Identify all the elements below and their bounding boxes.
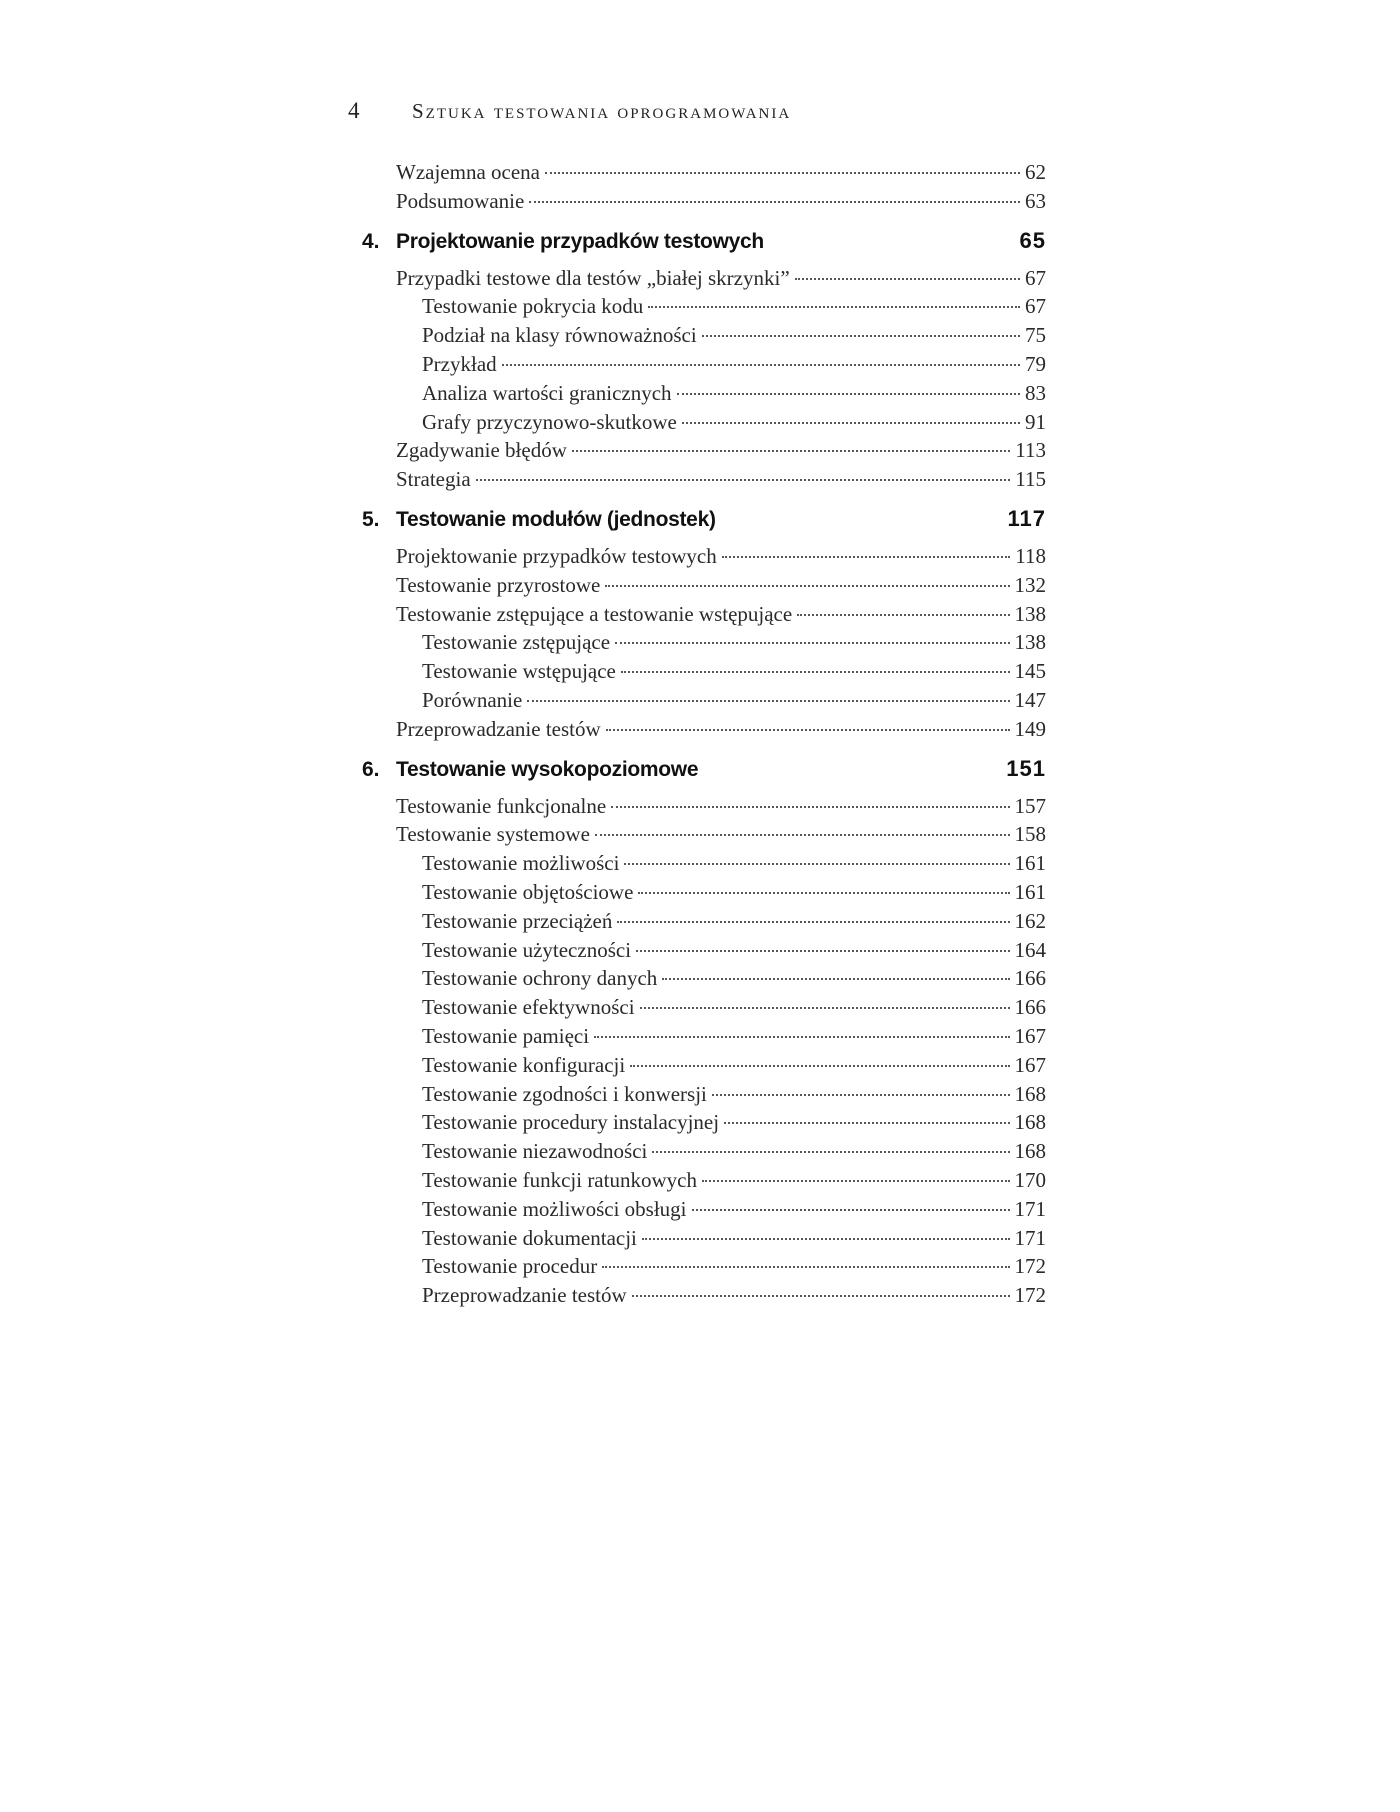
dot-leader xyxy=(545,172,1020,174)
table-of-contents xyxy=(362,160,1046,1312)
dot-leader xyxy=(712,1094,1010,1096)
entry-title: Testowanie objętościowe xyxy=(422,879,634,904)
toc-subsection-entry[interactable] xyxy=(362,1082,1046,1111)
entry-page-number: 171 xyxy=(1014,1225,1046,1250)
entry-title: Projektowanie przypadków testowych xyxy=(396,543,717,568)
page-number: 4 xyxy=(348,98,360,123)
toc-section-entry[interactable] xyxy=(362,467,1046,496)
toc-subsection-entry[interactable] xyxy=(362,381,1046,410)
entry-page-number: 75 xyxy=(1025,323,1046,348)
toc-subsection-entry[interactable] xyxy=(362,938,1046,967)
dot-leader xyxy=(632,1295,1010,1297)
dot-leader xyxy=(636,950,1009,952)
running-title: Sztuka testowania oprogramowania xyxy=(412,99,792,123)
entry-page-number: 113 xyxy=(1015,438,1046,463)
entry-page-number: 157 xyxy=(1014,793,1046,818)
toc-subsection-entry[interactable] xyxy=(362,1226,1046,1255)
dot-leader xyxy=(795,278,1020,280)
toc-subsection-entry[interactable] xyxy=(362,966,1046,995)
chapter-title: Projektowanie przypadków testowych xyxy=(396,229,764,253)
dot-leader xyxy=(615,642,1009,644)
dot-leader xyxy=(502,364,1020,366)
toc-subsection-entry[interactable] xyxy=(362,1283,1046,1312)
entry-page-number: 138 xyxy=(1014,601,1046,626)
dot-leader xyxy=(797,614,1009,616)
entry-title: Testowanie systemowe xyxy=(396,822,590,847)
toc-section-entry[interactable] xyxy=(362,266,1046,295)
toc-subsection-entry[interactable] xyxy=(362,1024,1046,1053)
entry-title: Testowanie efektywności xyxy=(422,995,635,1020)
dot-leader xyxy=(621,671,1010,673)
entry-page-number: 79 xyxy=(1025,351,1046,376)
entry-title: Testowanie przyrostowe xyxy=(396,572,601,597)
toc-subsection-entry[interactable] xyxy=(362,1110,1046,1139)
toc-subsection-entry[interactable] xyxy=(362,880,1046,909)
dot-leader xyxy=(682,422,1020,424)
entry-page-number: 62 xyxy=(1025,160,1046,184)
toc-section-entry[interactable] xyxy=(362,822,1046,851)
dot-leader xyxy=(602,1266,1009,1268)
toc-subsection-entry[interactable] xyxy=(362,1254,1046,1283)
entry-title: Przypadki testowe dla testów „białej skrzynki” xyxy=(396,265,790,290)
toc-subsection-entry[interactable] xyxy=(362,352,1046,381)
dot-leader xyxy=(630,1065,1009,1067)
entry-title: Testowanie pokrycia kodu xyxy=(422,294,644,319)
entry-title: Testowanie zstępujące xyxy=(422,630,611,655)
chapter-heading[interactable] xyxy=(362,752,1046,794)
chapter-page-number: 65 xyxy=(1019,227,1046,253)
entry-title: Grafy przyczynowo-skutkowe xyxy=(422,409,677,434)
chapter-page-number: 151 xyxy=(1006,755,1046,781)
toc-section-entry[interactable] xyxy=(362,189,1046,218)
entry-title: Strategia xyxy=(396,467,471,492)
toc-subsection-entry[interactable] xyxy=(362,851,1046,880)
dot-leader xyxy=(722,556,1011,558)
entry-title: Testowanie zstępujące a testowanie wstępujące xyxy=(396,601,793,626)
entry-page-number: 161 xyxy=(1014,851,1046,876)
entry-title: Testowanie niezawodności xyxy=(422,1139,648,1164)
chapter-title: Testowanie wysokopoziomowe xyxy=(396,757,699,781)
dot-leader xyxy=(702,1180,1010,1182)
toc-section-entry[interactable] xyxy=(362,438,1046,467)
chapter-number: 4. xyxy=(362,229,380,253)
entry-page-number: 172 xyxy=(1014,1254,1046,1279)
dot-leader xyxy=(638,892,1009,894)
toc-subsection-entry[interactable] xyxy=(362,909,1046,938)
entry-title: Wzajemna ocena xyxy=(396,160,540,184)
dot-leader xyxy=(611,806,1009,808)
toc-subsection-entry[interactable] xyxy=(362,1139,1046,1168)
entry-page-number: 138 xyxy=(1014,630,1046,655)
chapter-number: 5. xyxy=(362,507,380,531)
chapter-number: 6. xyxy=(362,757,380,781)
entry-title: Przeprowadzanie testów xyxy=(396,716,601,741)
entry-title: Testowanie funkcji ratunkowych xyxy=(422,1167,697,1192)
entry-title: Testowanie dokumentacji xyxy=(422,1225,637,1250)
entry-title: Testowanie zgodności i konwersji xyxy=(422,1081,707,1106)
entry-page-number: 118 xyxy=(1015,543,1046,568)
entry-title: Przykład xyxy=(422,351,497,376)
entry-page-number: 168 xyxy=(1014,1081,1046,1106)
entry-title: Testowanie konfiguracji xyxy=(422,1052,626,1077)
dot-leader xyxy=(642,1238,1010,1240)
entry-page-number: 161 xyxy=(1014,879,1046,904)
dot-leader xyxy=(617,921,1009,923)
entry-title: Porównanie xyxy=(422,687,523,712)
toc-subsection-entry[interactable] xyxy=(362,1168,1046,1197)
entry-title: Testowanie funkcjonalne xyxy=(396,793,607,818)
entry-title: Testowanie użyteczności xyxy=(422,937,632,962)
entry-page-number: 168 xyxy=(1014,1139,1046,1164)
entry-page-number: 63 xyxy=(1025,188,1046,213)
dot-leader xyxy=(606,729,1010,731)
toc-subsection-entry[interactable] xyxy=(362,294,1046,323)
entry-title: Testowanie przeciążeń xyxy=(422,908,613,933)
entry-title: Testowanie procedur xyxy=(422,1254,598,1279)
dot-leader xyxy=(692,1209,1010,1211)
page-header xyxy=(348,98,1048,132)
dot-leader xyxy=(662,978,1009,980)
entry-title: Podział na klasy równoważności xyxy=(422,323,697,348)
dot-leader xyxy=(624,863,1009,865)
toc-section-entry[interactable] xyxy=(362,573,1046,602)
entry-page-number: 162 xyxy=(1014,908,1046,933)
dot-leader xyxy=(595,834,1010,836)
toc-subsection-entry[interactable] xyxy=(362,410,1046,439)
entry-title: Testowanie ochrony danych xyxy=(422,966,658,991)
entry-title: Testowanie pamięci xyxy=(422,1023,590,1048)
toc-subsection-entry[interactable] xyxy=(362,1197,1046,1226)
entry-page-number: 171 xyxy=(1014,1196,1046,1221)
toc-section-entry[interactable] xyxy=(362,794,1046,823)
entry-page-number: 164 xyxy=(1014,937,1046,962)
entry-title: Podsumowanie xyxy=(396,188,525,213)
chapter-heading[interactable] xyxy=(362,224,1046,266)
entry-title: Analiza wartości granicznych xyxy=(422,380,672,405)
dot-leader xyxy=(648,306,1020,308)
toc-section-entry[interactable] xyxy=(362,544,1046,573)
toc-section-entry[interactable] xyxy=(362,602,1046,631)
entry-title: Testowanie możliwości obsługi xyxy=(422,1196,687,1221)
dot-leader xyxy=(594,1036,1009,1038)
entry-page-number: 168 xyxy=(1014,1110,1046,1135)
dot-leader xyxy=(640,1007,1010,1009)
entry-page-number: 166 xyxy=(1014,966,1046,991)
entry-title: Zgadywanie błędów xyxy=(396,438,567,463)
toc-section-entry[interactable] xyxy=(362,160,1046,189)
entry-page-number: 166 xyxy=(1014,995,1046,1020)
dot-leader xyxy=(677,393,1020,395)
toc-subsection-entry[interactable] xyxy=(362,323,1046,352)
entry-title: Testowanie wstępujące xyxy=(422,659,616,684)
entry-page-number: 167 xyxy=(1014,1052,1046,1077)
entry-page-number: 115 xyxy=(1015,467,1046,492)
dot-leader xyxy=(572,450,1010,452)
entry-title: Przeprowadzanie testów xyxy=(422,1283,627,1308)
toc-subsection-entry[interactable] xyxy=(362,688,1046,717)
dot-leader xyxy=(529,201,1020,203)
dot-leader xyxy=(724,1122,1009,1124)
chapter-page-number: 117 xyxy=(1007,505,1046,531)
entry-page-number: 145 xyxy=(1014,659,1046,684)
dot-leader xyxy=(527,700,1009,702)
entry-page-number: 67 xyxy=(1025,265,1046,290)
entry-page-number: 67 xyxy=(1025,294,1046,319)
dot-leader xyxy=(652,1151,1009,1153)
entry-page-number: 170 xyxy=(1014,1167,1046,1192)
entry-page-number: 167 xyxy=(1014,1023,1046,1048)
entry-title: Testowanie możliwości xyxy=(422,851,620,876)
dot-leader xyxy=(702,335,1020,337)
toc-subsection-entry[interactable] xyxy=(362,1053,1046,1082)
chapter-heading[interactable] xyxy=(362,502,1046,544)
entry-page-number: 132 xyxy=(1014,572,1046,597)
dot-leader xyxy=(605,585,1009,587)
entry-page-number: 172 xyxy=(1014,1283,1046,1308)
toc-subsection-entry[interactable] xyxy=(362,630,1046,659)
entry-page-number: 83 xyxy=(1025,380,1046,405)
dot-leader xyxy=(476,479,1011,481)
entry-title: Testowanie procedury instalacyjnej xyxy=(422,1110,720,1135)
chapter-title: Testowanie modułów (jednostek) xyxy=(396,507,716,531)
toc-section-entry[interactable] xyxy=(362,717,1046,746)
entry-page-number: 158 xyxy=(1014,822,1046,847)
toc-subsection-entry[interactable] xyxy=(362,659,1046,688)
entry-page-number: 91 xyxy=(1025,409,1046,434)
entry-page-number: 149 xyxy=(1014,716,1046,741)
entry-page-number: 147 xyxy=(1014,687,1046,712)
toc-subsection-entry[interactable] xyxy=(362,995,1046,1024)
